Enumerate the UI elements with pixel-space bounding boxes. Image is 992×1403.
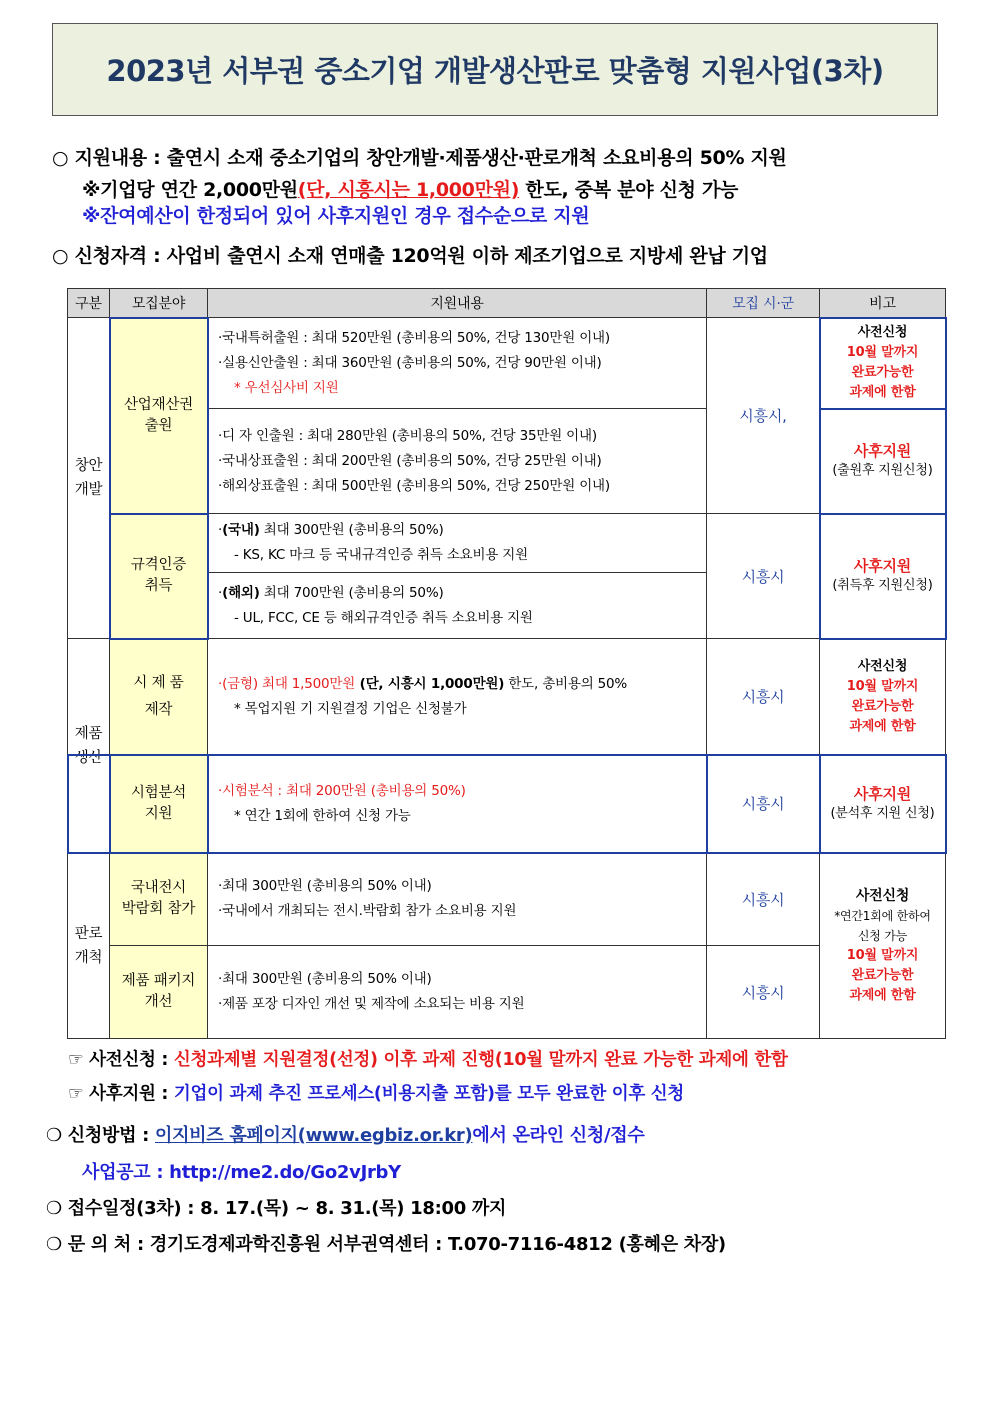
footer-schedule: ❍ 접수일정(3차) : 8. 17.(목) ~ 8. 31.(목) 18:00 까지	[46, 1198, 507, 1219]
content-cert1: ·(국내) 최대 300만원 (총비용의 50%) - KS, KC 마크 등 국내규격인증 취득 소요비용 지원	[208, 514, 707, 573]
table-header-row	[68, 289, 946, 318]
title-box	[52, 23, 938, 116]
region-pkg: 시흥시	[707, 946, 820, 1039]
table-row	[68, 853, 946, 946]
limit-note	[82, 175, 738, 202]
table-row	[68, 318, 946, 409]
content-ip2: ·디 자 인출원 : 최대 280만원 (총비용의 50%, 건당 35만원 이내) ·국내상표출원 : 최대 200만원 (총비용의 50%, 건당 25만원 이내) ·해외상표출원 : 최대 500만원 (총비용의 50%, 건당 250만원 이내)	[208, 409, 707, 514]
limit-suffix: 한도, 중복 분야 신청 가능	[519, 179, 739, 201]
category-prod: 제품 생산	[68, 639, 110, 853]
field-test: 시험분석 지원	[110, 755, 208, 853]
field-pkg: 제품 패키지 개선	[110, 946, 208, 1039]
footer-method: ❍ 신청방법 : 이지비즈 홈페이지(www.egbiz.or.kr)에서 온라인 신청/접수	[46, 1125, 645, 1146]
note-cert: 사후지원 (취득후 지원신청)	[820, 514, 946, 639]
limit-prefix: ※기업당 연간 2,000만원	[82, 179, 298, 201]
region-expo: 시흥시	[707, 853, 820, 946]
field-proto: 시 제 품 제작	[110, 639, 208, 755]
note-test: 사후지원 (분석후 지원 신청)	[820, 755, 946, 853]
page-title: 2023년 서부권 중소기업 개발생산판로 맞춤형 지원사업(3차)	[106, 54, 884, 88]
footer-contact: ❍ 문 의 처 : 경기도경제과학진흥원 서부권역센터 : T.070-7116-4812 (홍혜은 차장)	[46, 1234, 726, 1255]
header-category: 구분	[68, 289, 110, 318]
notice-link[interactable]: 사업공고 : http://me2.do/Go2vJrbY	[82, 1162, 401, 1183]
field-ip: 산업재산권 출원	[110, 318, 208, 514]
note-ip-post: 사후지원 (출원후 지원신청)	[820, 409, 946, 514]
limit-red: (단, 시흥시는 1,000만원)	[297, 179, 520, 201]
content-ip1: ·국내특허출원 : 최대 520만원 (총비용의 50%, 건당 130만원 이내) ·실용신안출원 : 최대 360만원 (총비용의 50%, 건당 90만원 이내) * 우선심사비 지원	[208, 318, 707, 409]
region-ip: 시흥시,	[707, 318, 820, 514]
note-market: 사전신청 *연간1회에 한하여 신청 가능 10월 말까지 완료가능한 과제에 한함	[820, 853, 946, 1039]
content-cert2: ·(해외) 최대 700만원 (총비용의 50%) - UL, FCC, CE 등 해외규격인증 취득 소요비용 지원	[208, 573, 707, 639]
budget-note: ※잔여예산이 한정되어 있어 사후지원인 경우 접수순으로 지원	[82, 205, 590, 227]
note-proto: 사전신청 10월 말까지 완료가능한 과제에 한함	[820, 639, 946, 755]
table-row	[68, 946, 946, 1039]
content-test: ·시험분석 : 최대 200만원 (총비용의 50%) * 연간 1회에 한하여 신청 가능	[208, 755, 707, 853]
content-proto: ·(금형) 최대 1,500만원 (단, 시흥시 1,000만원) 한도, 총비용의 50% * 목업지원 기 지원결정 기업은 신청불가	[208, 639, 707, 755]
header-region: 모집 시·군	[707, 289, 820, 318]
support-table	[67, 288, 946, 1039]
header-content: 지원내용	[208, 289, 707, 318]
field-expo: 국내전시 박람회 참가	[110, 853, 208, 946]
table-row	[68, 639, 946, 755]
header-note: 비고	[820, 289, 946, 318]
eligibility: ○ 신청자격 : 사업비 출연시 소재 연매출 120억원 이하 제조기업으로 지방세 완납 기업	[52, 245, 768, 267]
footer-pre: ☞ 사전신청 : 신청과제별 지원결정(선정) 이후 과제 진행(10월 말까지 완료 가능한 과제에 한함	[68, 1050, 788, 1070]
note-ip-pre: 사전신청 10월 말까지 완료가능한 과제에 한함	[820, 318, 946, 409]
footer-post: ☞ 사후지원 : 기업이 과제 추진 프로세스(비용지출 포함)를 모두 완료한 이후 신청	[68, 1084, 684, 1104]
header-field: 모집분야	[110, 289, 208, 318]
content-pkg: ·최대 300만원 (총비용의 50% 이내) ·제품 포장 디자인 개선 및 제작에 소요되는 비용 지원	[208, 946, 707, 1039]
region-test: 시흥시	[707, 755, 820, 853]
table-row	[68, 514, 946, 573]
field-cert: 규격인증 취득	[110, 514, 208, 639]
region-proto: 시흥시	[707, 639, 820, 755]
category-market: 판로 개척	[68, 853, 110, 1039]
egbiz-link[interactable]: 이지비즈 홈페이지(www.egbiz.or.kr)	[155, 1125, 473, 1146]
category-dev: 창안 개발	[68, 318, 110, 639]
table-row	[68, 755, 946, 853]
region-cert: 시흥시	[707, 514, 820, 639]
content-expo: ·최대 300만원 (총비용의 50% 이내) ·국내에서 개최되는 전시.박람회 참가 소요비용 지원	[208, 853, 707, 946]
support-content: ○ 지원내용 : 출연시 소재 중소기업의 창안개발·제품생산·판로개척 소요비용의 50% 지원	[52, 147, 787, 169]
